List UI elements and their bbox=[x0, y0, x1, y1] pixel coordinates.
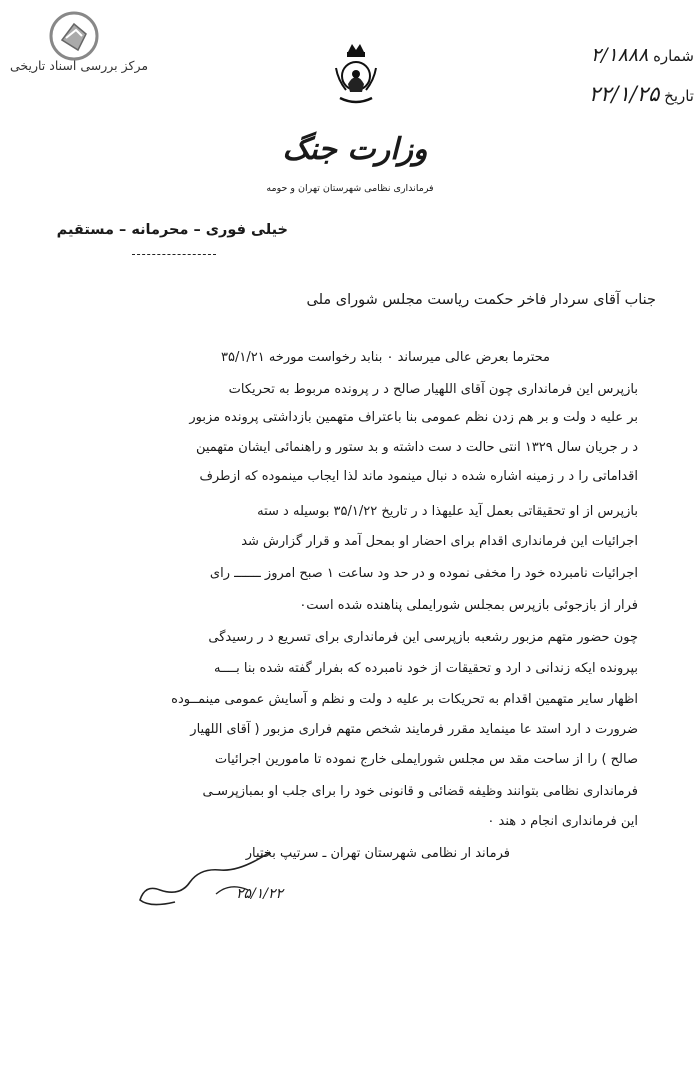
classification-line: خیلی فوری – محرمانه – مستقیم bbox=[56, 222, 288, 238]
body-line: اجرائیات نامبرده خود را مخفی نموده و در حد ود ساعت ۱ صبح امروز ـــــــ رای bbox=[209, 566, 638, 581]
body-line: بپرونده ایکه زندانی د ارد و تحقیقات از خود نامبرده که بفرار گفته شده بنا بــــه bbox=[213, 661, 638, 676]
signature-date: ۲۵/۱/۲۲ bbox=[236, 886, 284, 902]
body-line: د ر جریان سال ۱۳۲۹ انتی حالت د ست داشته و بد ستور و راهنمائی ایشان متهمین bbox=[195, 440, 638, 455]
watermark-text: مرکز بررسی اسناد تاریخی bbox=[10, 58, 149, 73]
body-line: فرمانداری نظامی بتوانند وظیفه قضائی و قانونی خود را برای جلب او بمبازپرسـی bbox=[202, 784, 638, 799]
body-line: محترما بعرض عالی میرساند ۰ بنابد رخواست مورخه ۳۵/۱/۲۱ bbox=[221, 350, 550, 365]
letter-number-value: ۲/۱۸۸۸ bbox=[590, 44, 649, 66]
addressee-line: جناب آقای سردار فاخر حکمت ریاست مجلس شورای ملی bbox=[306, 292, 656, 308]
letter-number bbox=[587, 44, 694, 66]
body-line: بر علیه د ولت و بر هم زدن نظم عمومی بنا باعتراف متهمین بازداشتی پرونده مزبور bbox=[189, 410, 638, 425]
body-line: این فرمانداری انجام د هند ۰ bbox=[487, 814, 638, 829]
letter-date-value: ۲۲/۱/۲۵ bbox=[588, 82, 660, 106]
body-line: چون حضور متهم مزبور رشعبه بازپرسی این فرمانداری برای تسریع د ر رسیدگی bbox=[208, 630, 638, 645]
office-subtitle: فرمانداری نظامی شهرستان تهران و حومه bbox=[266, 183, 434, 194]
body-line: اجرائیات این فرمانداری اقدام برای احضار او بمحل آمد و قرار گزارش شد bbox=[241, 534, 638, 549]
classification-underline bbox=[132, 254, 216, 255]
body-line: اظهار سایر متهمین اقدام به تحریکات بر علیه د ولت و نظم و آسایش عمومی مینمــوده bbox=[171, 692, 638, 707]
body-line: فرار از بازجوئی بازپرس بمجلس شورایملی پناهنده شده است۰ bbox=[299, 598, 638, 613]
lion-and-sun-crown-emblem-icon bbox=[326, 40, 386, 112]
body-line: صالح ) را از ساحت مقد س مجلس شورایملی خارج نموده تا مامورین اجرائیات bbox=[214, 752, 638, 767]
body-line: ضرورت د ارد استد عا مینماید مقرر فرمایند شخص متهم فراری مزبور ( آقای اللهیار bbox=[190, 722, 638, 737]
letter-date bbox=[585, 82, 694, 106]
ministry-title: وزارت جنگ bbox=[282, 132, 428, 167]
body-line: بازپرس از او تحقیقاتی بعمل آید علیهذا د ر تاریخ ۳۵/۱/۲۲ بوسیله د سته bbox=[257, 504, 638, 519]
letter-date-label: تاریخ bbox=[664, 87, 694, 105]
signature-line: فرماند ار نظامی شهرستان تهران ـ سرتیپ بختیار bbox=[245, 846, 510, 861]
body-line: اقداماتی را د ر زمینه اشاره شده د نبال مینمود ماند لذا ایجاب مینموده که ازطرف bbox=[199, 469, 638, 484]
archive-center-logo-icon bbox=[48, 10, 100, 62]
letter-number-label: شماره bbox=[653, 47, 694, 65]
body-line: بازپرس این فرمانداری چون آقای اللهیار صالح د ر پرونده مربوط به تحریکات bbox=[228, 382, 638, 397]
